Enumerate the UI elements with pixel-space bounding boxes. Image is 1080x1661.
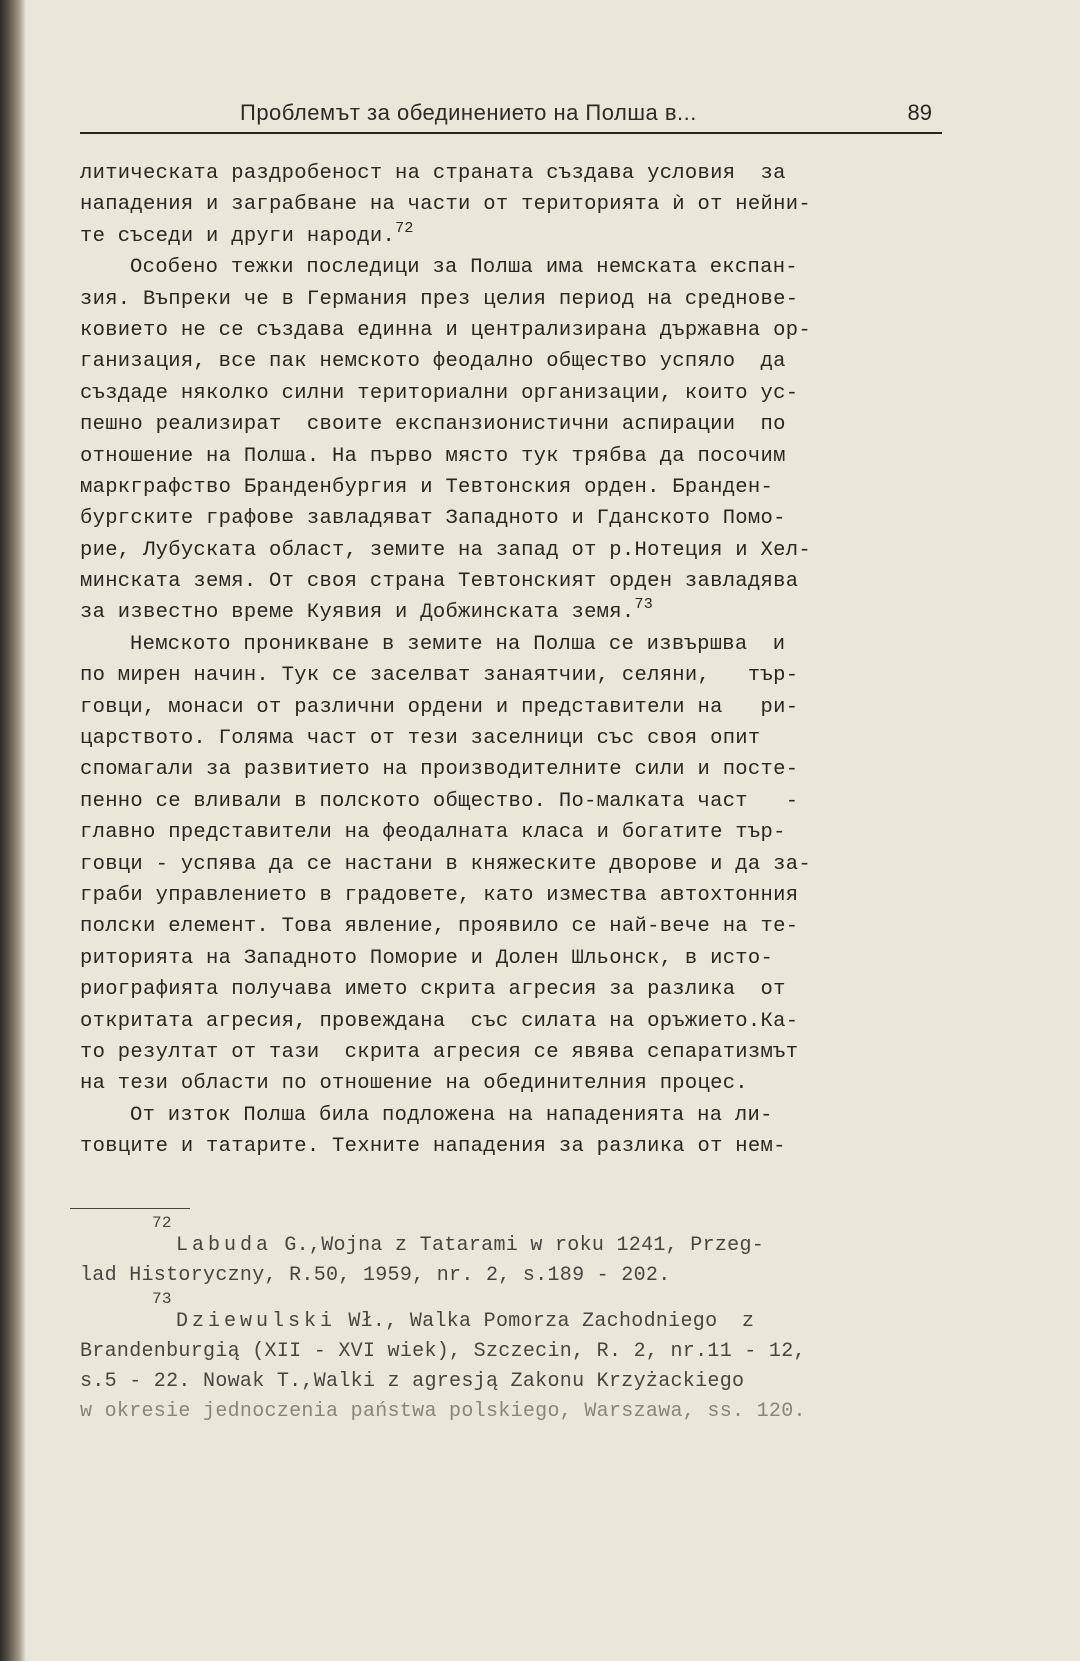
text-line — [80, 1131, 942, 1162]
footnote-line: w okresie jednoczenia państwa polskiego, Warszawa, ss. 120. — [80, 1400, 806, 1423]
text-line-content: те съседи и други народи. — [80, 224, 396, 248]
text-line — [80, 1100, 942, 1131]
text-line-content: за известно време Куявия и Добжинската земя. — [80, 601, 635, 625]
text-line — [80, 1037, 942, 1068]
text-line-content: говци, монаси от различни ордени и представители на ри- — [80, 695, 799, 719]
text-line-content: ковието не се създава единна и централизирана държавна ор- — [80, 318, 811, 342]
text-line-content: Немското проникване в земите на Полша се извършва и — [130, 632, 786, 656]
footnote-73 — [80, 1291, 942, 1427]
text-line-content: отношение на Полша. На първо място тук трябва да посочим — [80, 444, 786, 468]
footnote-72 — [80, 1215, 942, 1291]
text-line — [80, 378, 942, 409]
text-line-content: полски елемент. Това явление, проявило се най-вече на те- — [80, 915, 799, 939]
text-line-content: литическата раздробеност на страната създава условия за — [80, 162, 786, 185]
text-line-content: царството. Голяма част от тези заселници със своя опит — [80, 727, 761, 751]
text-line — [80, 786, 942, 817]
text-line — [80, 943, 942, 974]
running-title: Проблемът за обединението на Полша в... — [240, 100, 697, 125]
text-line — [80, 315, 942, 346]
body-text — [80, 158, 942, 1163]
text-line — [80, 284, 942, 315]
text-line — [80, 566, 942, 597]
text-line — [80, 472, 942, 503]
text-line — [80, 535, 942, 566]
footnote-line: lad Historyczny, R.50, 1959, nr. 2, s.189 - 202. — [80, 1264, 671, 1287]
footnote-text: G.,Wojna z Tatarami w roku 1241, Przeg- — [272, 1234, 765, 1257]
text-line-content: спомагали за развитието на производителните сили и посте- — [80, 758, 799, 782]
text-line-content: по мирен начин. Тук се заселват занаятчии, селяни, тър- — [80, 664, 799, 688]
text-line-content: минската земя. От своя страна Тевтонският орден завладява — [80, 570, 799, 594]
text-line — [80, 849, 942, 880]
footnote-author: Dziewulski — [176, 1310, 337, 1333]
text-line — [80, 158, 942, 189]
page-number: 89 — [907, 100, 932, 125]
text-line — [80, 441, 942, 472]
footnote-reference: 72 — [395, 220, 414, 237]
text-line — [80, 692, 942, 723]
text-line-content: главно представители на феодалната класа и богатите тър- — [80, 821, 786, 845]
footnote-line — [80, 1307, 942, 1337]
text-line — [80, 817, 942, 848]
text-line-content: товците и татарите. Техните нападения за разлика от нем- — [80, 1135, 786, 1159]
text-line-content: Особено тежки последици за Полша има немската експан- — [130, 256, 798, 280]
text-line-content: откритата агресия, провеждана със силата на оръжието.Ка- — [80, 1009, 799, 1033]
text-line — [80, 629, 942, 660]
text-line — [80, 1006, 942, 1037]
text-line — [80, 252, 942, 283]
footnote-text: Wł., Walka Pomorza Zachodniego z — [336, 1310, 755, 1333]
text-line-content: рие, Лубуската област, земите на запад от р.Нотеция и Хел- — [80, 538, 811, 562]
footnote-author: Labuda — [176, 1234, 273, 1257]
text-line-content: От изток Полша била подложена на нападенията на ли- — [130, 1103, 773, 1127]
text-line-content: създаде няколко силни териториални организации, които ус- — [80, 381, 799, 405]
text-line — [80, 911, 942, 942]
text-line — [80, 660, 942, 691]
text-line-content: то резултат от тази скрита агресия се явява сепаратизмът — [80, 1040, 799, 1064]
text-line-content: говци - успява да се настани в княжеските дворове и да за- — [80, 852, 811, 876]
footnote-line: Brandenburgią (XII - XVI wiek), Szczecin, R. 2, nr.11 - 12, — [80, 1340, 806, 1363]
footnote-separator — [70, 1208, 190, 1209]
footnote-line — [80, 1231, 942, 1261]
footnote-reference: 73 — [634, 597, 654, 614]
text-line — [80, 503, 942, 534]
text-line — [80, 221, 942, 252]
text-line-content: зия. Въпреки че в Германия през целия период на среднове- — [80, 287, 799, 311]
text-line — [80, 1068, 942, 1099]
text-line — [80, 189, 942, 220]
text-line-content: ганизация, все пак немското феодално общество успяло да — [80, 350, 786, 374]
footnote-number: 73 — [152, 1290, 172, 1308]
text-line — [80, 346, 942, 377]
text-line-content: на тези области по отношение на обединителния процес. — [80, 1072, 748, 1096]
text-line-content: пешно реализират своите експанзионистични аспирации по — [80, 413, 786, 437]
text-line-content: бургските графове завладяват Западното и Гданското Помо- — [80, 507, 786, 531]
text-line-content: нападения и заграбване на части от територията ѝ от нейни- — [80, 193, 811, 217]
text-line — [80, 597, 942, 628]
text-line — [80, 880, 942, 911]
text-line — [80, 974, 942, 1005]
text-line-content: риографията получава името скрита агресия за разлика от — [80, 978, 786, 1002]
text-line-content: граби управлението в градовете, като измества автохтонния — [80, 883, 799, 907]
text-line-content: риторията на Западното Поморие и Долен Шльонск, в исто- — [80, 946, 774, 970]
running-header — [80, 100, 942, 134]
text-line — [80, 723, 942, 754]
text-line-content: пенно се вливали в полското общество. По-малката част - — [80, 789, 799, 813]
text-line-content: маркграфство Бранденбургия и Тевтонския орден. Бранден- — [80, 475, 774, 499]
text-line — [80, 754, 942, 785]
footnote-line: s.5 - 22. Nowak T.,Walki z agresją Zakonu Krzyżackiego — [80, 1370, 745, 1393]
footnote-number: 72 — [152, 1214, 172, 1232]
footnotes — [80, 1215, 942, 1427]
text-line — [80, 409, 942, 440]
